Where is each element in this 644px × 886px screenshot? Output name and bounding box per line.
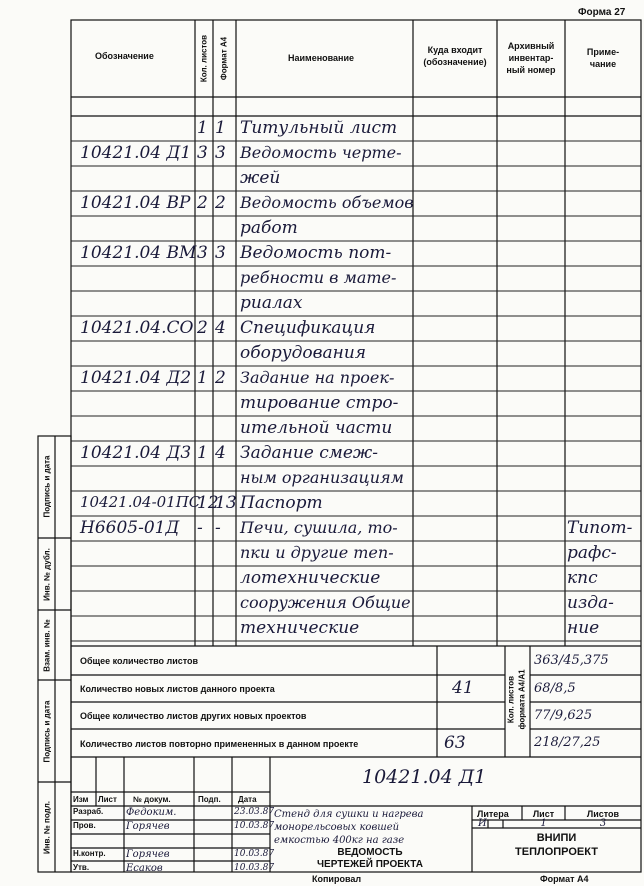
- row-note: кпс: [567, 568, 598, 588]
- tb-org-line2: ТЕПЛОПРОЕКТ: [515, 846, 598, 858]
- row-name: технические: [240, 618, 360, 638]
- row-designation: 10421.04-01ПС: [80, 493, 201, 511]
- header-archive-line2: инвентар-: [508, 53, 554, 63]
- row-sheet-count: 3: [197, 243, 208, 263]
- tb-sheet-value: 1: [540, 818, 547, 829]
- row-sheet-count: 1: [197, 118, 208, 138]
- row-name: Задание смеж-: [240, 443, 378, 463]
- header-archive-line1: Архивный: [507, 41, 555, 51]
- tb-role: Разраб.: [73, 807, 104, 816]
- row-designation: 10421.04 Д1: [80, 143, 192, 163]
- right-value-4: 218/27,25: [534, 735, 601, 750]
- right-value-3: 77/9,625: [534, 708, 593, 723]
- tb-role-name: Федоким.: [126, 807, 177, 818]
- row-note: ние: [567, 618, 600, 638]
- footer-copied: Копировал: [312, 874, 362, 884]
- footer-format: Формат А4: [540, 874, 589, 884]
- header-destination-line2: (обозначение): [423, 57, 487, 67]
- header-note-line2: чание: [589, 59, 617, 69]
- row-sheet-format: 1: [215, 118, 226, 138]
- row-designation: 10421.04 ВМ: [80, 243, 197, 263]
- tb-col-list: Лист: [98, 795, 117, 804]
- tb-role-name: Есаков: [126, 863, 163, 874]
- tb-litera-label: Литера: [477, 809, 509, 819]
- tb-doc-code: 10421.04 Д1: [362, 766, 487, 788]
- row-name: оборудования: [240, 343, 367, 363]
- totals-vert-label-1: Кол. листов: [506, 675, 516, 724]
- tb-role: Н.контр.: [73, 849, 106, 858]
- other-new-label: Общее количество листов других новых проектов: [80, 711, 307, 721]
- tb-sheets-label: Листов: [586, 809, 620, 819]
- header-sheets-count: Кол. листов: [199, 34, 209, 83]
- row-sheet-format: 3: [215, 243, 226, 263]
- tb-doc-title-line2: ЧЕРТЕЖЕЙ ПРОЕКТА: [317, 859, 423, 870]
- row-sheet-format: 4: [215, 318, 226, 338]
- tb-col-sign: Подп.: [198, 795, 221, 804]
- form-label: Форма 27: [578, 7, 626, 18]
- row-sheet-count: 2: [197, 193, 208, 213]
- header-sheet-format: Формат А4: [219, 36, 229, 81]
- new-sheets-label: Количество новых листов данного проекта: [80, 684, 275, 694]
- side-signature-date: Подпись и дата: [42, 455, 52, 518]
- row-sheet-count: 3: [197, 143, 208, 163]
- row-name: жей: [240, 168, 281, 188]
- row-name: лотехнические: [240, 568, 381, 588]
- reused-value: 63: [444, 733, 466, 753]
- row-designation: 10421.04 Д3: [80, 443, 192, 463]
- row-sheet-count: -: [197, 518, 203, 538]
- tb-role-date: 10.03.87: [234, 821, 275, 831]
- row-designation: Н6605-01Д: [80, 518, 180, 538]
- row-sheet-format: 2: [215, 193, 226, 213]
- tb-sheets-value: 3: [599, 818, 607, 829]
- row-sheet-format: -: [215, 518, 221, 538]
- row-sheet-count: 12: [197, 493, 219, 513]
- row-name: Ведомость объемов: [240, 193, 414, 212]
- row-note: изда-: [567, 593, 614, 613]
- reused-label: Количество листов повторно примененных в данном проекте: [80, 739, 359, 749]
- right-value-1: 363/45,375: [534, 653, 609, 668]
- row-sheet-format: 4: [215, 443, 226, 463]
- tb-sheet-label: Лист: [532, 809, 555, 819]
- tb-role-name: Горячев: [126, 821, 170, 832]
- tb-role: Утв.: [73, 863, 90, 872]
- row-name: пки и другие теп-: [240, 543, 394, 562]
- tb-object-line2: монорельсовых ковшей: [274, 822, 400, 833]
- row-designation: 10421.04.СО: [80, 318, 194, 338]
- header-destination-line1: Куда входит: [427, 45, 483, 55]
- tb-object-line3: емкостью 400кг на газе: [274, 835, 405, 846]
- header-note-line1: Приме-: [586, 47, 620, 57]
- tb-org-line1: ВНИПИ: [536, 832, 577, 844]
- tb-col-doc: № докум.: [133, 795, 171, 804]
- total-sheets-label: Общее количество листов: [80, 656, 199, 666]
- row-name: Задание на проек-: [240, 368, 395, 387]
- tb-col-date: Дата: [238, 795, 257, 804]
- row-name: работ: [240, 218, 298, 238]
- header-archive-line3: ный номер: [506, 65, 556, 75]
- side-vzam-inv: Взам. инв. №: [42, 619, 52, 672]
- tb-role-date: 10.03.87: [234, 849, 275, 859]
- row-note: рафс-: [567, 543, 617, 563]
- row-sheet-format: 3: [215, 143, 226, 163]
- tb-object-line1: Стенд для сушки и нагрева: [274, 809, 424, 820]
- row-note: Типот-: [567, 518, 633, 538]
- row-name: Титульный лист: [240, 118, 398, 138]
- row-sheet-count: 1: [197, 368, 208, 388]
- row-name: сооружения Общие: [240, 593, 411, 612]
- tb-role: Пров.: [73, 821, 96, 830]
- row-name: Ведомость черте-: [240, 143, 402, 162]
- row-name: Паспорт: [240, 493, 323, 513]
- row-name: тирование стро-: [240, 393, 399, 413]
- row-name: риалах: [240, 293, 303, 313]
- tb-litera-value: И: [478, 818, 487, 829]
- totals-vert-label-2: формата А4/А1: [517, 669, 527, 730]
- tb-doc-title-line1: ВЕДОМОСТЬ: [337, 847, 403, 858]
- row-name: Печи, сушила, то-: [240, 518, 398, 537]
- tb-col-izm: Изм: [73, 795, 89, 804]
- row-name: ребности в мате-: [240, 268, 397, 287]
- tb-role-date: 23.03.87: [234, 807, 275, 817]
- row-designation: 10421.04 Д2: [80, 368, 192, 388]
- right-value-2: 68/8,5: [534, 681, 576, 696]
- row-designation: 10421.04 ВР: [80, 193, 191, 213]
- tb-role-date: 10.03.87: [234, 863, 275, 873]
- row-sheet-format: 13: [215, 493, 237, 513]
- row-sheet-count: 1: [197, 443, 208, 463]
- tb-role-name: Горячев: [126, 849, 170, 860]
- new-sheets-value: 41: [452, 678, 474, 698]
- side-signature-date-2: Подпись и дата: [42, 700, 52, 763]
- row-sheet-count: 2: [197, 318, 208, 338]
- side-inv-dubl: Инв. № дубл.: [42, 548, 52, 601]
- row-name: Ведомость пот-: [240, 243, 392, 263]
- header-name: Наименование: [288, 53, 355, 63]
- side-inv-podl: Инв. № подл.: [42, 800, 52, 855]
- row-name: ительной части: [240, 418, 393, 438]
- row-name: ным организациям: [240, 468, 404, 487]
- header-designation: Обозначение: [95, 51, 154, 61]
- row-name: Спецификация: [240, 318, 376, 338]
- row-sheet-format: 2: [215, 368, 226, 388]
